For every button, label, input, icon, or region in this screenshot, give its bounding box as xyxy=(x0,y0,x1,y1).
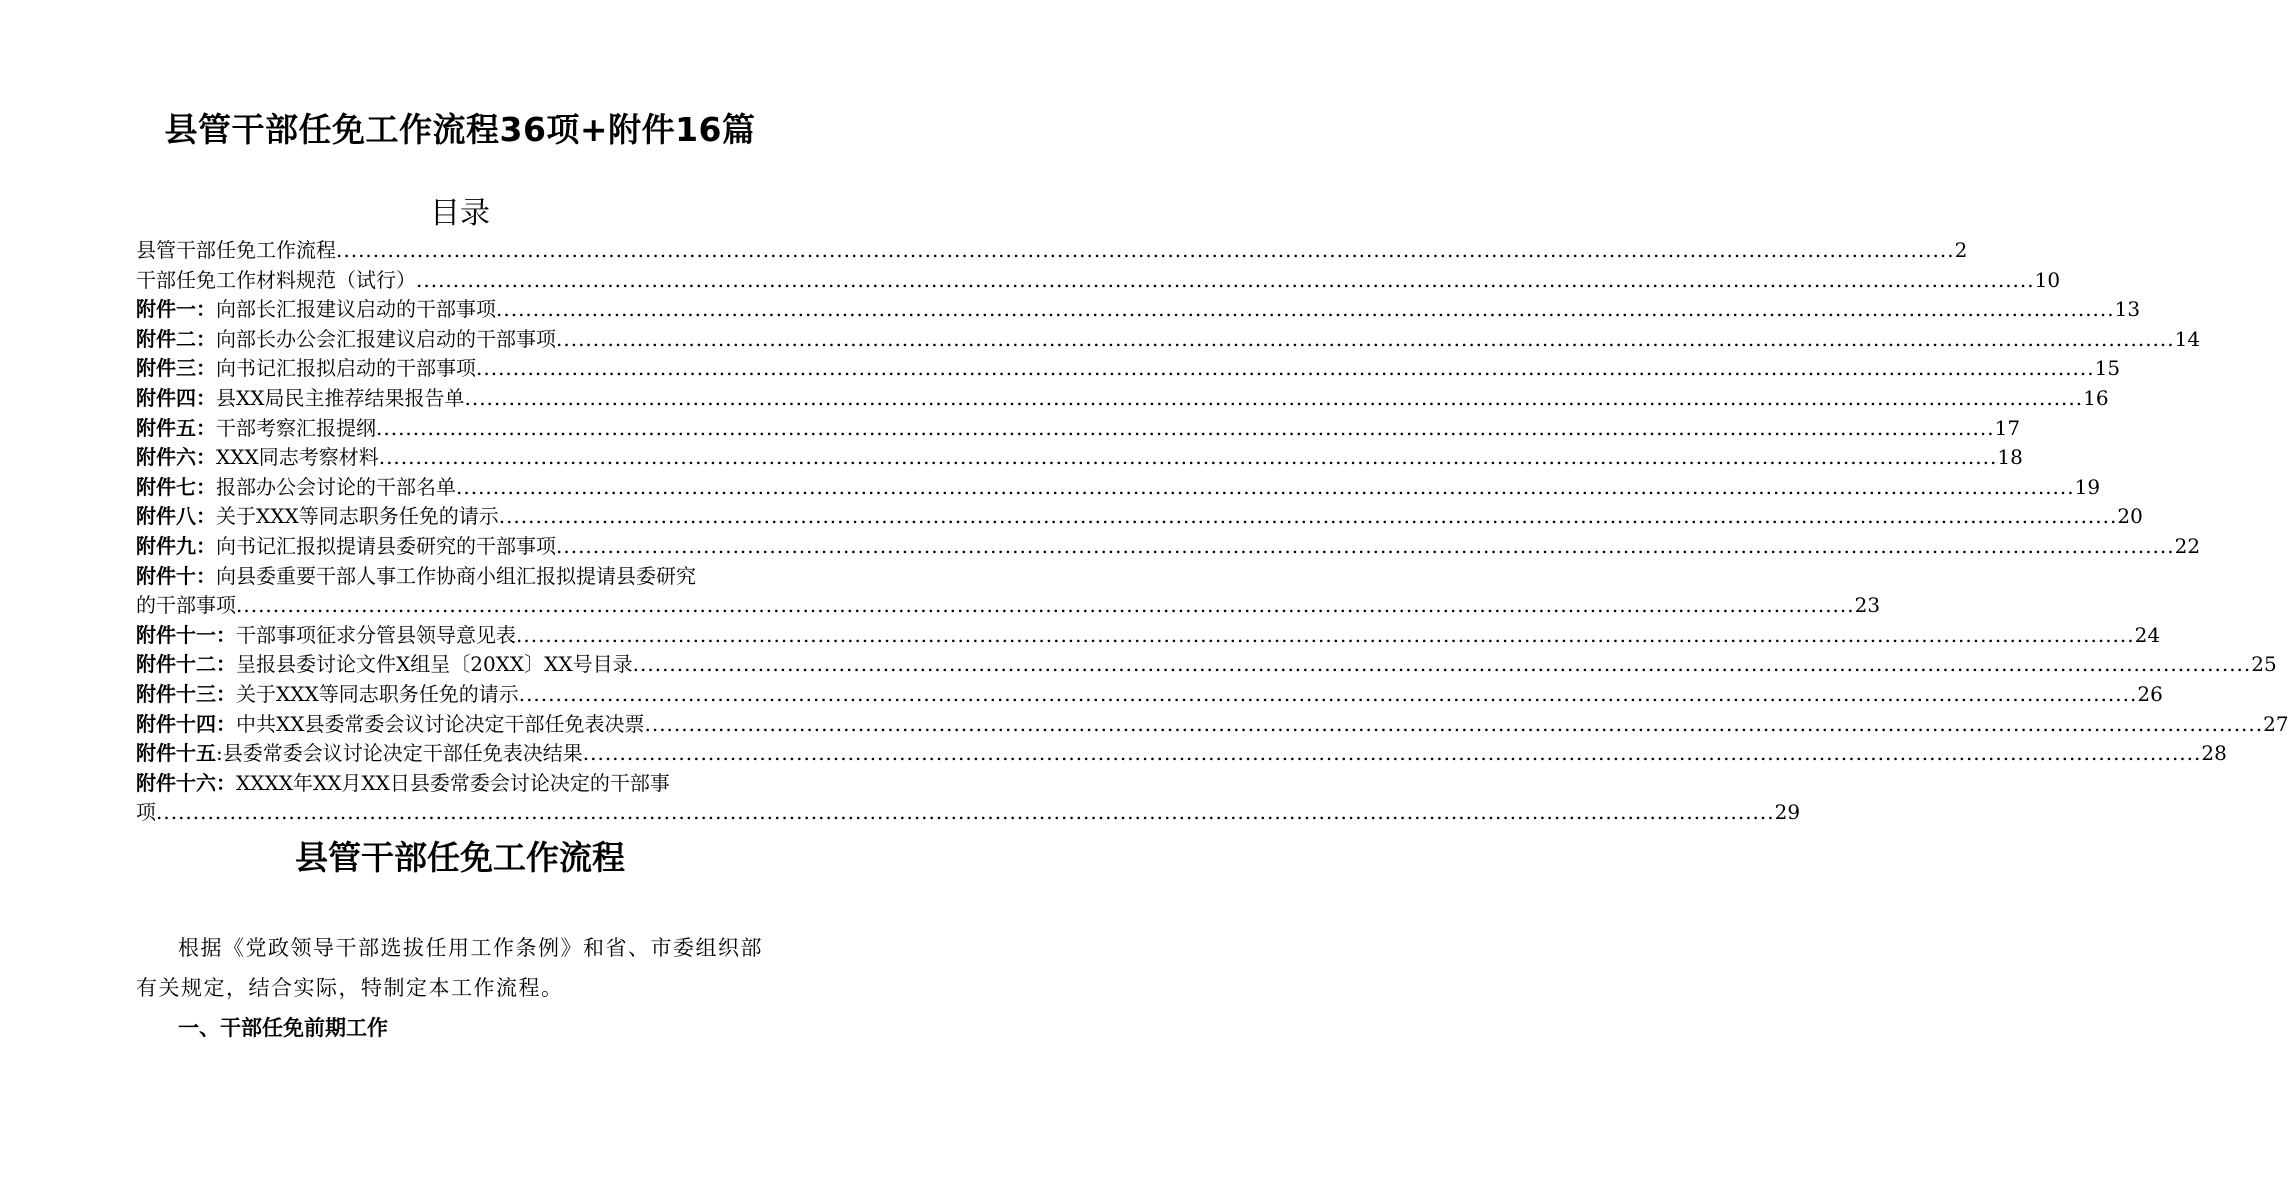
toc-page-number: 10 xyxy=(2034,267,2061,292)
toc-page-number: 22 xyxy=(2174,533,2201,558)
toc-entry-text: 向部长办公会汇报建议启动的干部事项 xyxy=(216,326,556,351)
toc-page-number: 2 xyxy=(1954,238,1968,262)
toc-page-number: 24 xyxy=(2134,622,2161,647)
toc-entry[interactable] xyxy=(136,443,2023,473)
toc-entry-label: 附件九： xyxy=(136,533,216,558)
toc-entry[interactable] xyxy=(136,266,2061,296)
toc-leader: ............................................................................................................................................................................................................................ xyxy=(518,681,2138,706)
toc-heading: 目录 xyxy=(430,196,490,231)
toc-entry-text: XXXX年XX月XX日县委常委会讨论决定的干部事 xyxy=(236,770,670,795)
toc-entry-label: 附件十： xyxy=(136,563,216,588)
toc-entry[interactable] xyxy=(136,325,2201,355)
toc-leader: ............................................................................................................................................................................................................................ xyxy=(516,622,2135,647)
toc-entry[interactable] xyxy=(136,710,2289,740)
toc-entry[interactable] xyxy=(136,739,2227,769)
toc-leader: ............................................................................................................................................................................................................................ xyxy=(556,533,2175,558)
toc-entry-text: 干部事项征求分管县领导意见表 xyxy=(236,622,516,647)
toc-entry-text: 向县委重要干部人事工作协商小组汇报拟提请县委研究 xyxy=(216,563,696,588)
toc-page-number: 13 xyxy=(2114,297,2141,322)
toc-entry-text: 关于XXX等同志职务任免的请示 xyxy=(216,504,499,529)
toc-page-number: 14 xyxy=(2174,326,2201,351)
toc-entry[interactable] xyxy=(136,236,1968,266)
intro-paragraph: 根据《党政领导干部选拔任用工作条例》和省、市委组织部有关规定，结合实际，特制定本工作流程。 xyxy=(136,936,763,1000)
toc-entry-text: 向书记汇报拟启动的干部事项 xyxy=(216,356,476,381)
toc-entry-label: 附件十五 xyxy=(136,741,216,766)
toc-entry[interactable] xyxy=(136,414,2021,444)
toc-leader: ............................................................................................................................................................................................................................ xyxy=(498,504,2118,529)
toc-entry-label: 附件二： xyxy=(136,326,216,351)
toc-entry[interactable] xyxy=(136,621,2161,651)
toc-entry-label: 附件六： xyxy=(136,445,216,470)
table-of-contents xyxy=(136,236,2289,828)
toc-entry-label: 附件十三： xyxy=(136,681,236,706)
toc-entry-label: 附件十二： xyxy=(136,652,236,677)
subheading: 一、干部任免前期工作 xyxy=(178,1016,388,1040)
toc-page-number: 15 xyxy=(2094,356,2121,381)
toc-entry[interactable] xyxy=(136,680,2163,710)
toc-entry[interactable] xyxy=(136,384,2109,414)
toc-entry-label: 附件七： xyxy=(136,474,216,499)
toc-entry-text: 报部办公会讨论的干部名单 xyxy=(216,474,456,499)
toc-entry-label: 附件十六： xyxy=(136,770,236,795)
section-title: 县管干部任免工作流程 xyxy=(295,838,625,877)
toc-entry-text: 向书记汇报拟提请县委研究的干部事项 xyxy=(216,533,556,558)
toc-entry[interactable] xyxy=(136,650,2277,680)
toc-entry-text: 干部考察汇报提纲 xyxy=(216,415,376,440)
toc-entry-text: 中共XX县委常委会议讨论决定干部任免表决票 xyxy=(236,711,645,736)
toc-entry-first-line[interactable] xyxy=(136,562,786,592)
toc-page-number: 18 xyxy=(1997,445,2023,470)
toc-page-number: 16 xyxy=(2083,385,2109,410)
toc-entry-text: 向部长汇报建议启动的干部事项 xyxy=(216,297,496,322)
toc-leader: ............................................................................................................................................................................................................................ xyxy=(378,445,1998,470)
toc-entry-text: 县管干部任免工作流程 xyxy=(136,238,336,262)
toc-entry-label: 附件四： xyxy=(136,385,216,410)
toc-entry-text: XXX同志考察材料 xyxy=(216,445,379,470)
toc-entry-label: 附件十一： xyxy=(136,622,236,647)
toc-leader: ............................................................................................................................................................................................................................ xyxy=(464,385,2084,410)
toc-entry-label: 附件五： xyxy=(136,415,216,440)
toc-entry-text: 县XX局民主推荐结果报告单 xyxy=(216,385,465,410)
toc-entry-first-line[interactable] xyxy=(136,769,786,799)
toc-entry-text-continued: 的干部事项 xyxy=(136,593,236,618)
toc-entry[interactable] xyxy=(136,532,2201,562)
toc-entry-label: 附件八： xyxy=(136,504,216,529)
toc-page-number: 25 xyxy=(2251,652,2277,677)
toc-entry-text: 干部任免工作材料规范（试行） xyxy=(136,267,416,292)
toc-entry-text: :县委常委会议讨论决定干部任免表决结果 xyxy=(216,741,583,766)
toc-leader: ............................................................................................................................................................................................................................ xyxy=(456,474,2075,499)
toc-entry-text-continued: 项 xyxy=(136,800,156,825)
toc-entry-label: 附件一： xyxy=(136,297,216,322)
toc-entry-label: 附件十四： xyxy=(136,711,236,736)
toc-entry-text: 呈报县委讨论文件X组呈〔20XX〕XX号目录 xyxy=(236,652,633,677)
toc-leader: ............................................................................................................................................................................................................................ xyxy=(156,800,1775,825)
toc-leader: ............................................................................................................................................................................................................................ xyxy=(644,711,2264,736)
toc-page-number: 20 xyxy=(2117,504,2143,529)
toc-entry[interactable] xyxy=(136,354,2121,384)
toc-leader: ............................................................................................................................................................................................................................ xyxy=(476,356,2095,381)
toc-page-number: 26 xyxy=(2137,681,2163,706)
toc-leader: ............................................................................................................................................................................................................................ xyxy=(496,297,2115,322)
document-title: 县管干部任免工作流程36项+附件16篇 xyxy=(164,110,756,149)
toc-entry[interactable] xyxy=(136,473,2101,503)
toc-leader: ............................................................................................................................................................................................................................ xyxy=(582,741,2202,766)
toc-entry[interactable] xyxy=(136,502,2143,532)
toc-entry[interactable] xyxy=(136,591,1881,621)
toc-entry-label: 附件三： xyxy=(136,356,216,381)
toc-leader: ............................................................................................................................................................................................................................ xyxy=(416,267,2035,292)
toc-leader: ............................................................................................................................................................................................................................ xyxy=(556,326,2175,351)
toc-leader: ............................................................................................................................................................................................................................ xyxy=(376,415,1995,440)
toc-leader: ............................................................................................................................................................................................................................ xyxy=(236,593,1855,618)
toc-leader: ............................................................................................................................................................................................................................ xyxy=(632,652,2252,677)
toc-page-number: 17 xyxy=(1994,415,2021,440)
toc-page-number: 19 xyxy=(2074,474,2101,499)
toc-page-number: 23 xyxy=(1854,593,1881,618)
toc-page-number: 27 xyxy=(2263,711,2289,736)
toc-page-number: 28 xyxy=(2201,741,2227,766)
toc-entry[interactable] xyxy=(136,798,1801,828)
toc-entry-text: 关于XXX等同志职务任免的请示 xyxy=(236,681,519,706)
toc-leader: ............................................................................................................................................................................................................................ xyxy=(336,238,1955,262)
toc-page-number: 29 xyxy=(1774,800,1801,825)
toc-entry[interactable] xyxy=(136,295,2141,325)
